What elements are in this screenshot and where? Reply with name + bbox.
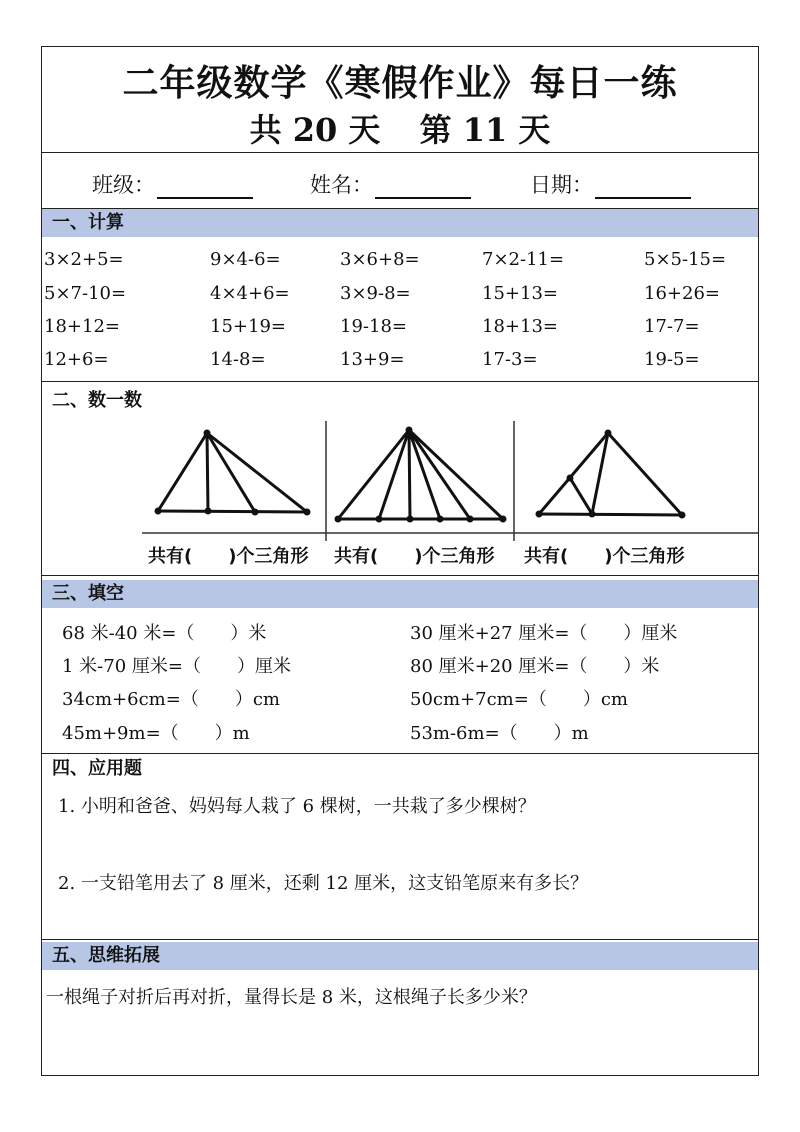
- calc-item: 17-7=: [644, 316, 700, 337]
- class-field[interactable]: [92, 169, 253, 199]
- section-divider: [42, 575, 758, 576]
- page-title: 二年级数学《寒假作业》每日一练: [122, 62, 678, 104]
- thinking-problem: 一根绳子对折后再对折，量得长是 8 米，这根绳子长多少米？: [46, 987, 537, 1008]
- triangle-count-label-1: 共有( )个三角形: [148, 546, 309, 567]
- fill-item: 30 厘米+27 厘米=（ ）厘米: [410, 623, 678, 644]
- section-divider: [42, 381, 758, 382]
- calc-item: 15+13=: [482, 283, 558, 304]
- name-field[interactable]: [310, 169, 471, 199]
- current-day: 第 11 天: [419, 111, 551, 149]
- triangle-figure-3: [539, 433, 682, 515]
- word-problem-2: 2. 一支铅笔用去了 8 厘米，还剩 12 厘米，这支铅笔原来有多长？: [58, 873, 589, 894]
- calc-item: 18+13=: [482, 316, 558, 337]
- section-divider: [42, 753, 758, 754]
- calc-item: 4×4+6=: [210, 283, 290, 304]
- word-problem-1: 1. 小明和爸爸、妈妈每人栽了 6 棵树，一共栽了多少棵树？: [58, 796, 536, 817]
- section-fill-header: 三、填空: [42, 580, 758, 608]
- date-label: 日期：: [530, 173, 593, 197]
- section-apply-header: 四、应用题: [52, 758, 142, 779]
- fill-item: 34cm+6cm=（ ）cm: [62, 689, 280, 710]
- calc-item: 17-3=: [482, 349, 538, 370]
- calc-item: 3×6+8=: [340, 249, 420, 270]
- fill-item: 1 米-70 厘米=（ ）厘米: [62, 656, 291, 677]
- fill-item: 53m-6m=（ ）m: [410, 723, 589, 744]
- section-count-header: 二、数一数: [52, 390, 142, 411]
- student-info-row: [42, 153, 758, 209]
- name-blank[interactable]: [375, 179, 471, 199]
- triangle-figure-2: [338, 430, 503, 519]
- section-think-header: 五、思维拓展: [42, 942, 758, 970]
- calc-item: 9×4-6=: [210, 249, 281, 270]
- date-blank[interactable]: [595, 179, 691, 199]
- fill-item: 50cm+7cm=（ ）cm: [410, 689, 628, 710]
- calc-item: 15+19=: [210, 316, 286, 337]
- calc-item: 12+6=: [44, 349, 109, 370]
- calc-item: 3×9-8=: [340, 283, 411, 304]
- total-days: 共 20 天: [249, 111, 381, 149]
- triangle-figures: [42, 421, 758, 541]
- calc-item: 3×2+5=: [44, 249, 124, 270]
- calc-item: 13+9=: [340, 349, 405, 370]
- date-field[interactable]: [530, 169, 691, 199]
- calc-item: 7×2-11=: [482, 249, 565, 270]
- fill-item: 80 厘米+20 厘米=（ ）米: [410, 656, 660, 677]
- calc-item: 14-8=: [210, 349, 266, 370]
- triangle-figure-1: [158, 433, 307, 512]
- triangle-count-label-2: 共有( )个三角形: [334, 546, 495, 567]
- section-divider: [42, 939, 758, 940]
- name-label: 姓名：: [310, 173, 373, 197]
- calc-item: 5×5-15=: [644, 249, 727, 270]
- class-blank[interactable]: [157, 179, 253, 199]
- class-label: 班级：: [92, 173, 155, 197]
- calc-item: 18+12=: [44, 316, 120, 337]
- fill-item: 68 米-40 米=（ ）米: [62, 623, 267, 644]
- calc-item: 5×7-10=: [44, 283, 127, 304]
- triangle-count-label-3: 共有( )个三角形: [524, 546, 685, 567]
- calc-item: 19-5=: [644, 349, 700, 370]
- worksheet: [41, 46, 759, 1076]
- calc-item: 16+26=: [644, 283, 720, 304]
- section-calc-header: 一、计算: [42, 209, 758, 237]
- title-block: [42, 47, 758, 153]
- calc-item: 19-18=: [340, 316, 407, 337]
- fill-item: 45m+9m=（ ）m: [62, 723, 250, 744]
- day-counter: [42, 105, 758, 151]
